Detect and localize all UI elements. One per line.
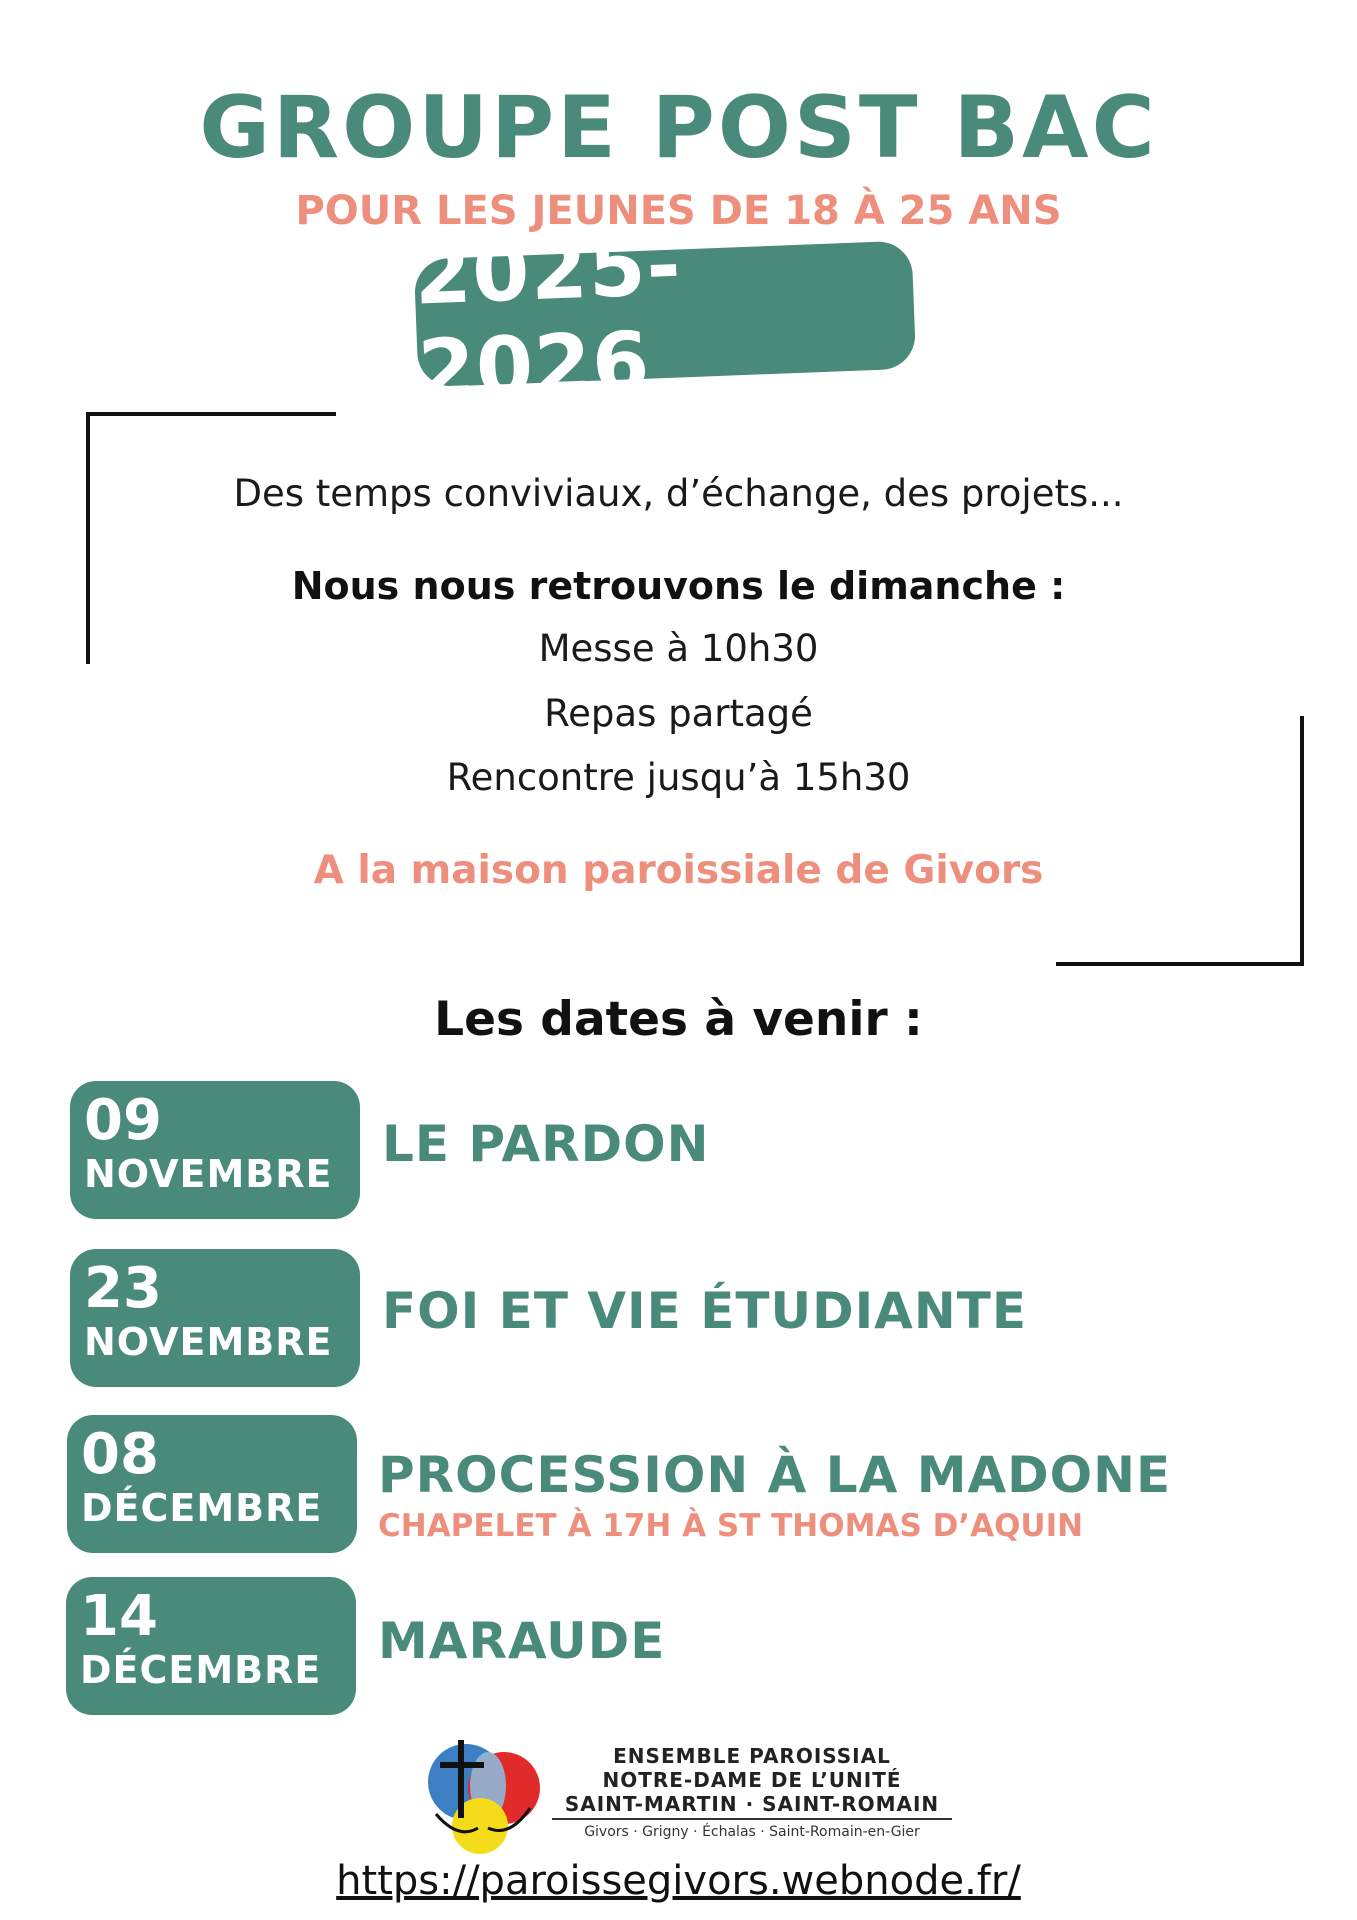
event-month: DÉCEMBRE	[80, 1648, 322, 1692]
event-month: NOVEMBRE	[84, 1320, 333, 1364]
organization-block	[552, 1744, 952, 1842]
event-title: PROCESSION À LA MADONE	[378, 1446, 1172, 1504]
year-badge	[412, 218, 917, 419]
event-date-badge	[67, 1415, 357, 1553]
corner-bracket-bottom-right-vertical	[1300, 716, 1304, 966]
org-name-line-3: SAINT-MARTIN · SAINT-ROMAIN	[564, 1792, 940, 1816]
schedule-line-meeting: Rencontre jusqu’à 15h30	[446, 756, 911, 799]
meeting-place: A la maison paroissiale de Givors	[313, 848, 1044, 893]
page-title: GROUPE POST BAC	[199, 78, 1158, 178]
parish-logo-icon	[418, 1736, 552, 1858]
meeting-heading: Nous nous retrouvons le dimanche :	[291, 564, 1066, 608]
event-date-badge	[70, 1081, 360, 1219]
org-name-line-2: NOTRE-DAME DE L’UNITÉ	[602, 1768, 902, 1792]
event-month: NOVEMBRE	[84, 1152, 333, 1196]
corner-bracket-bottom-right-horizontal	[1056, 962, 1304, 966]
schedule-line-mass: Messe à 10h30	[538, 627, 819, 670]
event-title: MARAUDE	[378, 1612, 666, 1670]
event-day: 08	[81, 1422, 159, 1487]
event-date-badge	[66, 1577, 356, 1715]
org-towns: Givors · Grigny · Échalas · Saint-Romain-en-Gier	[552, 1818, 952, 1842]
event-month: DÉCEMBRE	[81, 1486, 323, 1530]
event-title: FOI ET VIE ÉTUDIANTE	[382, 1282, 1027, 1340]
year-label: 2025-2026	[412, 218, 684, 419]
event-day: 09	[84, 1088, 162, 1153]
website-link[interactable]: https://paroissegivors.webnode.fr/	[336, 1858, 1021, 1904]
event-day: 23	[84, 1256, 162, 1321]
event-title: LE PARDON	[382, 1115, 710, 1173]
intro-text: Des temps conviviaux, d’échange, des projets...	[233, 472, 1124, 515]
event-date-badge	[70, 1249, 360, 1387]
org-name-line-1: ENSEMBLE PAROISSIAL	[613, 1744, 891, 1768]
event-day: 14	[80, 1584, 158, 1649]
corner-bracket-top-left-horizontal	[86, 412, 336, 416]
page-subtitle: POUR LES JEUNES DE 18 À 25 ANS	[295, 188, 1062, 234]
event-subtitle: CHAPELET À 17H À ST THOMAS D’AQUIN	[378, 1508, 1084, 1544]
schedule-line-meal: Repas partagé	[544, 692, 813, 735]
dates-heading: Les dates à venir :	[434, 992, 923, 1047]
